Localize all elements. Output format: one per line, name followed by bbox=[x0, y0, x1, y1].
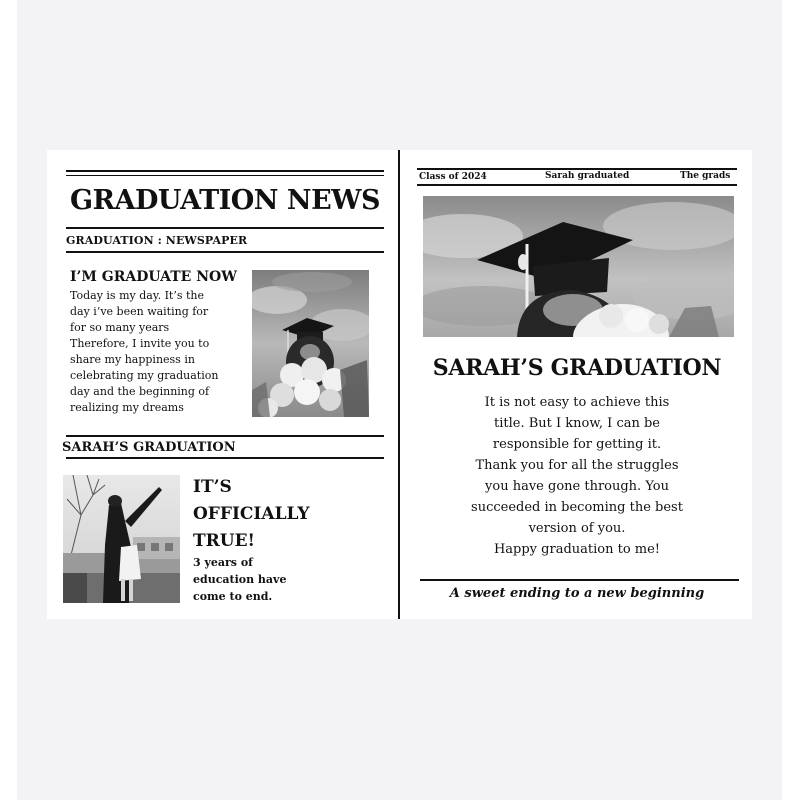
tagline-rule bbox=[420, 579, 739, 581]
article-line: realizing my dreams bbox=[70, 401, 184, 414]
section2-rule-top bbox=[66, 435, 384, 437]
message-line: It is not easy to achieve this bbox=[484, 395, 670, 410]
masthead-rule-top bbox=[66, 170, 384, 172]
masthead-title: GRADUATION NEWS bbox=[70, 185, 380, 216]
page-divider bbox=[398, 150, 400, 619]
claim-sub-line: 3 years of bbox=[193, 556, 253, 569]
message-line: succeeded in becoming the best bbox=[471, 500, 683, 515]
message-line: title. But I know, I can be bbox=[493, 416, 661, 431]
article-line: day and the beginning of bbox=[70, 385, 210, 398]
claim-line: TRUE! bbox=[193, 531, 256, 551]
claim-sub-line: education have bbox=[193, 573, 287, 586]
right-headline: SARAH’S GRADUATION bbox=[432, 355, 722, 381]
graduate-flowers-photo bbox=[252, 270, 369, 417]
masthead-rule-top-thin bbox=[66, 175, 384, 176]
claim-subtext bbox=[193, 554, 286, 605]
graduate-hero-photo bbox=[423, 196, 734, 337]
article-line: for so many years bbox=[70, 321, 170, 334]
message-line: you have gone through. You bbox=[485, 479, 669, 494]
section-label: GRADUATION : NEWSPAPER bbox=[66, 234, 248, 247]
claim-line: OFFICIALLY bbox=[193, 504, 310, 524]
claim-line: IT’S bbox=[193, 477, 232, 497]
section2-rule-bottom bbox=[66, 457, 384, 459]
article-title: I’M GRADUATE NOW bbox=[70, 269, 237, 285]
article-line: Today is my day. It’s the bbox=[70, 289, 204, 302]
graduate-cheering-photo bbox=[63, 475, 180, 603]
article-line: day i’ve been waiting for bbox=[70, 305, 209, 318]
topbar-grads: The grads bbox=[680, 171, 731, 181]
claim-sub-line: come to end. bbox=[193, 590, 273, 603]
topbar-rule-bottom bbox=[417, 184, 737, 186]
officially-true-heading bbox=[193, 474, 310, 555]
article-line: Therefore, I invite you to bbox=[70, 337, 210, 350]
message-line: Thank you for all the struggles bbox=[475, 458, 679, 473]
topbar-rule-top bbox=[417, 168, 737, 170]
topbar-class: Class of 2024 bbox=[419, 172, 487, 182]
article-line: share my happiness in bbox=[70, 353, 195, 366]
article-body bbox=[70, 288, 250, 416]
message-line: Happy graduation to me! bbox=[493, 542, 661, 557]
masthead-rule-bottom bbox=[66, 227, 384, 229]
section-rule bbox=[66, 251, 384, 253]
message-block bbox=[417, 392, 737, 560]
topbar-title: Sarah graduated bbox=[545, 171, 630, 181]
message-line: responsible for getting it. bbox=[492, 437, 662, 452]
article-line: celebrating my graduation bbox=[70, 369, 219, 382]
message-line: version of you. bbox=[528, 521, 626, 536]
newspaper-spread bbox=[47, 150, 752, 619]
section2-label: SARAH’S GRADUATION bbox=[62, 440, 236, 455]
tagline: A sweet ending to a new beginning bbox=[449, 586, 705, 601]
